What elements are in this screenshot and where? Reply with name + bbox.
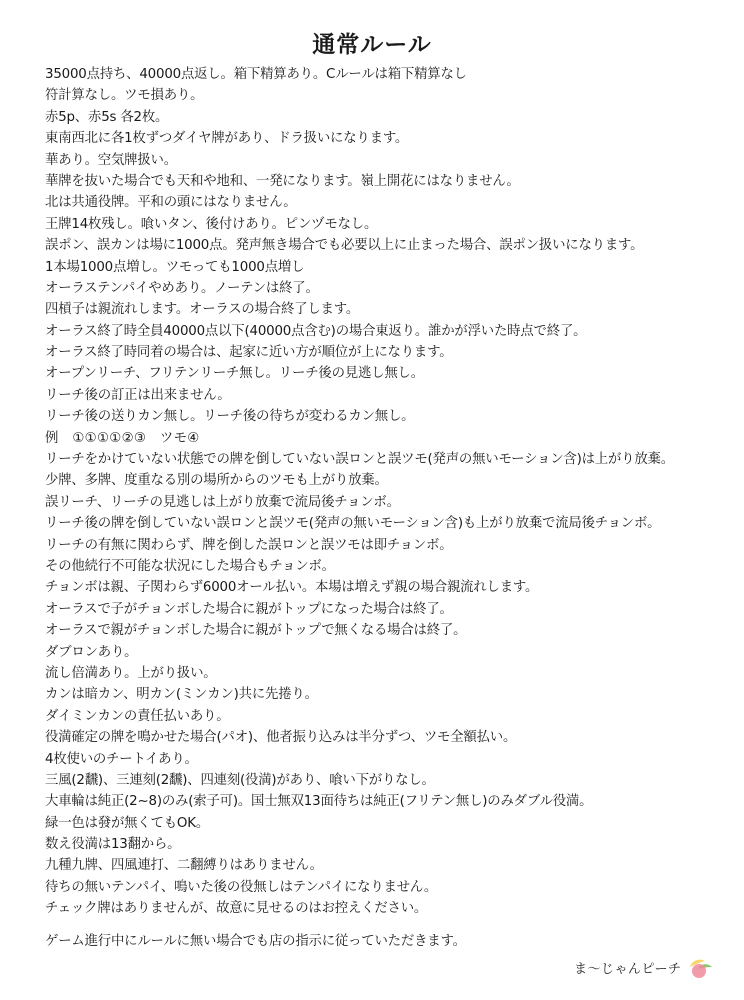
rule-line: 符計算なし。ツモ損あり。 [45, 88, 204, 104]
rule-line: リーチ後の訂正は出来ません。 [45, 387, 231, 403]
brand-name: ま〜じゃんピーチ [574, 961, 682, 977]
rule-line: オーラスで親がチョンボした場合に親がトップで無くなる場合は終了。 [45, 623, 467, 639]
rule-line: 三風(2飜)、三連刻(2飜)、四連刻(役満)があり、喰い下がりなし。 [45, 772, 435, 788]
rule-line: 九種九牌、四風連打、二翻縛りはありません。 [45, 858, 323, 874]
rule-line: リーチの有無に関わらず、牌を倒した誤ロンと誤ツモは即チョンボ。 [45, 537, 453, 553]
rule-line: 王牌14枚残し。喰いタン、後付けあり。ピンヅモなし。 [45, 216, 378, 232]
footer-note: ゲーム進行中にルールに無い場合でも店の指示に従っていただきます。 [45, 934, 466, 949]
rule-line: 数え役満は13翻から。 [45, 837, 181, 853]
rule-line: 誤リーチ、リーチの見逃しは上がり放棄で流局後チョンボ。 [45, 494, 400, 510]
rule-line: 誤ポン、誤カンは場に1000点。発声無き場合でも必要以上に止まった場合、誤ポン扱いになります。 [45, 238, 644, 254]
page-title: 通常ルール [312, 32, 432, 58]
rule-line: 赤5p、赤5s 各2枚。 [45, 109, 169, 125]
rule-line: チョンボは親、子関わらず6000オール払い。本場は増えず親の場合親流れします。 [45, 580, 539, 596]
rule-line: ダイミンカンの責任払いあり。 [45, 708, 230, 724]
rules-list [45, 64, 735, 920]
rule-line: その他続行不可能な状況にした場合もチョンボ。 [45, 558, 335, 574]
rule-line: 4枚使いのチートイあり。 [45, 751, 198, 767]
peach-logo-icon [687, 955, 713, 979]
rule-line: リーチ後の牌を倒していない誤ロンと誤ツモ(発声の無いモーション含)も上がり放棄で流局後チョンボ。 [45, 516, 661, 532]
rule-line: オーラス終了時全員40000点以下(40000点含む)の場合東返り。誰かが浮いた時点で終了。 [45, 323, 587, 339]
rule-line: 華あり。空気牌扱い。 [45, 152, 177, 168]
rule-line: オーラス終了時同着の場合は、起家に近い方が順位が上になります。 [45, 345, 453, 361]
rule-line: 1本場1000点増し。ツモっても1000点増し [45, 259, 305, 275]
rule-line: 役満確定の牌を鳴かせた場合(パオ)、他者振り込みは半分ずつ、ツモ全額払い。 [45, 730, 517, 746]
rule-line: オーラスで子がチョンボした場合に親がトップになった場合は終了。 [45, 601, 453, 617]
rule-line: リーチ後の送りカン無し。リーチ後の待ちが変わるカン無し。 [45, 409, 415, 425]
peach-fruit [692, 964, 706, 978]
rule-line: オーラステンパイやめあり。ノーテンは終了。 [45, 280, 319, 296]
rule-line: リーチをかけていない状態での牌を倒していない誤ロンと誤ツモ(発声の無いモーション含)は上がり放棄。 [45, 452, 674, 468]
rule-line: オープンリーチ、フリテンリーチ無し。リーチ後の見逃し無し。 [45, 366, 424, 382]
rule-line: 例 ①①①①②③ ツモ④ [45, 430, 200, 446]
rule-line: チェック牌はありませんが、故意に見せるのはお控えください。 [45, 901, 428, 917]
rule-line: 四槓子は親流れします。オーラスの場合終了します。 [45, 302, 360, 318]
brand [574, 955, 713, 979]
rule-line: 少牌、多牌、度重なる別の場所からのツモも上がり放棄。 [45, 473, 388, 489]
rule-line: 北は共通役牌。平和の頭にはなりません。 [45, 195, 297, 211]
rule-line: 大車輪は純正(2~8)のみ(索子可)。国士無双13面待ちは純正(フリテン無し)のみダブル役満。 [45, 794, 593, 810]
rule-line: 35000点持ち、40000点返し。箱下精算あり。Cルールは箱下精算なし [45, 67, 467, 82]
rule-line: 待ちの無いテンパイ、鳴いた後の役無しはテンパイになりません。 [45, 879, 438, 895]
rule-line: 流し倍満あり。上がり扱い。 [45, 665, 217, 681]
rule-line: 緑一色は發が無くてもOK。 [45, 815, 210, 831]
rule-line: 華牌を抜いた場合でも天和や地和、一発になります。嶺上開花にはなりません。 [45, 173, 520, 189]
rule-line: ダブロンあり。 [45, 644, 138, 660]
rule-line: カンは暗カン、明カン(ミンカン)共に先捲り。 [45, 687, 318, 703]
rule-line: 東南西北に各1枚ずつダイヤ牌があり、ドラ扱いになります。 [45, 131, 409, 147]
